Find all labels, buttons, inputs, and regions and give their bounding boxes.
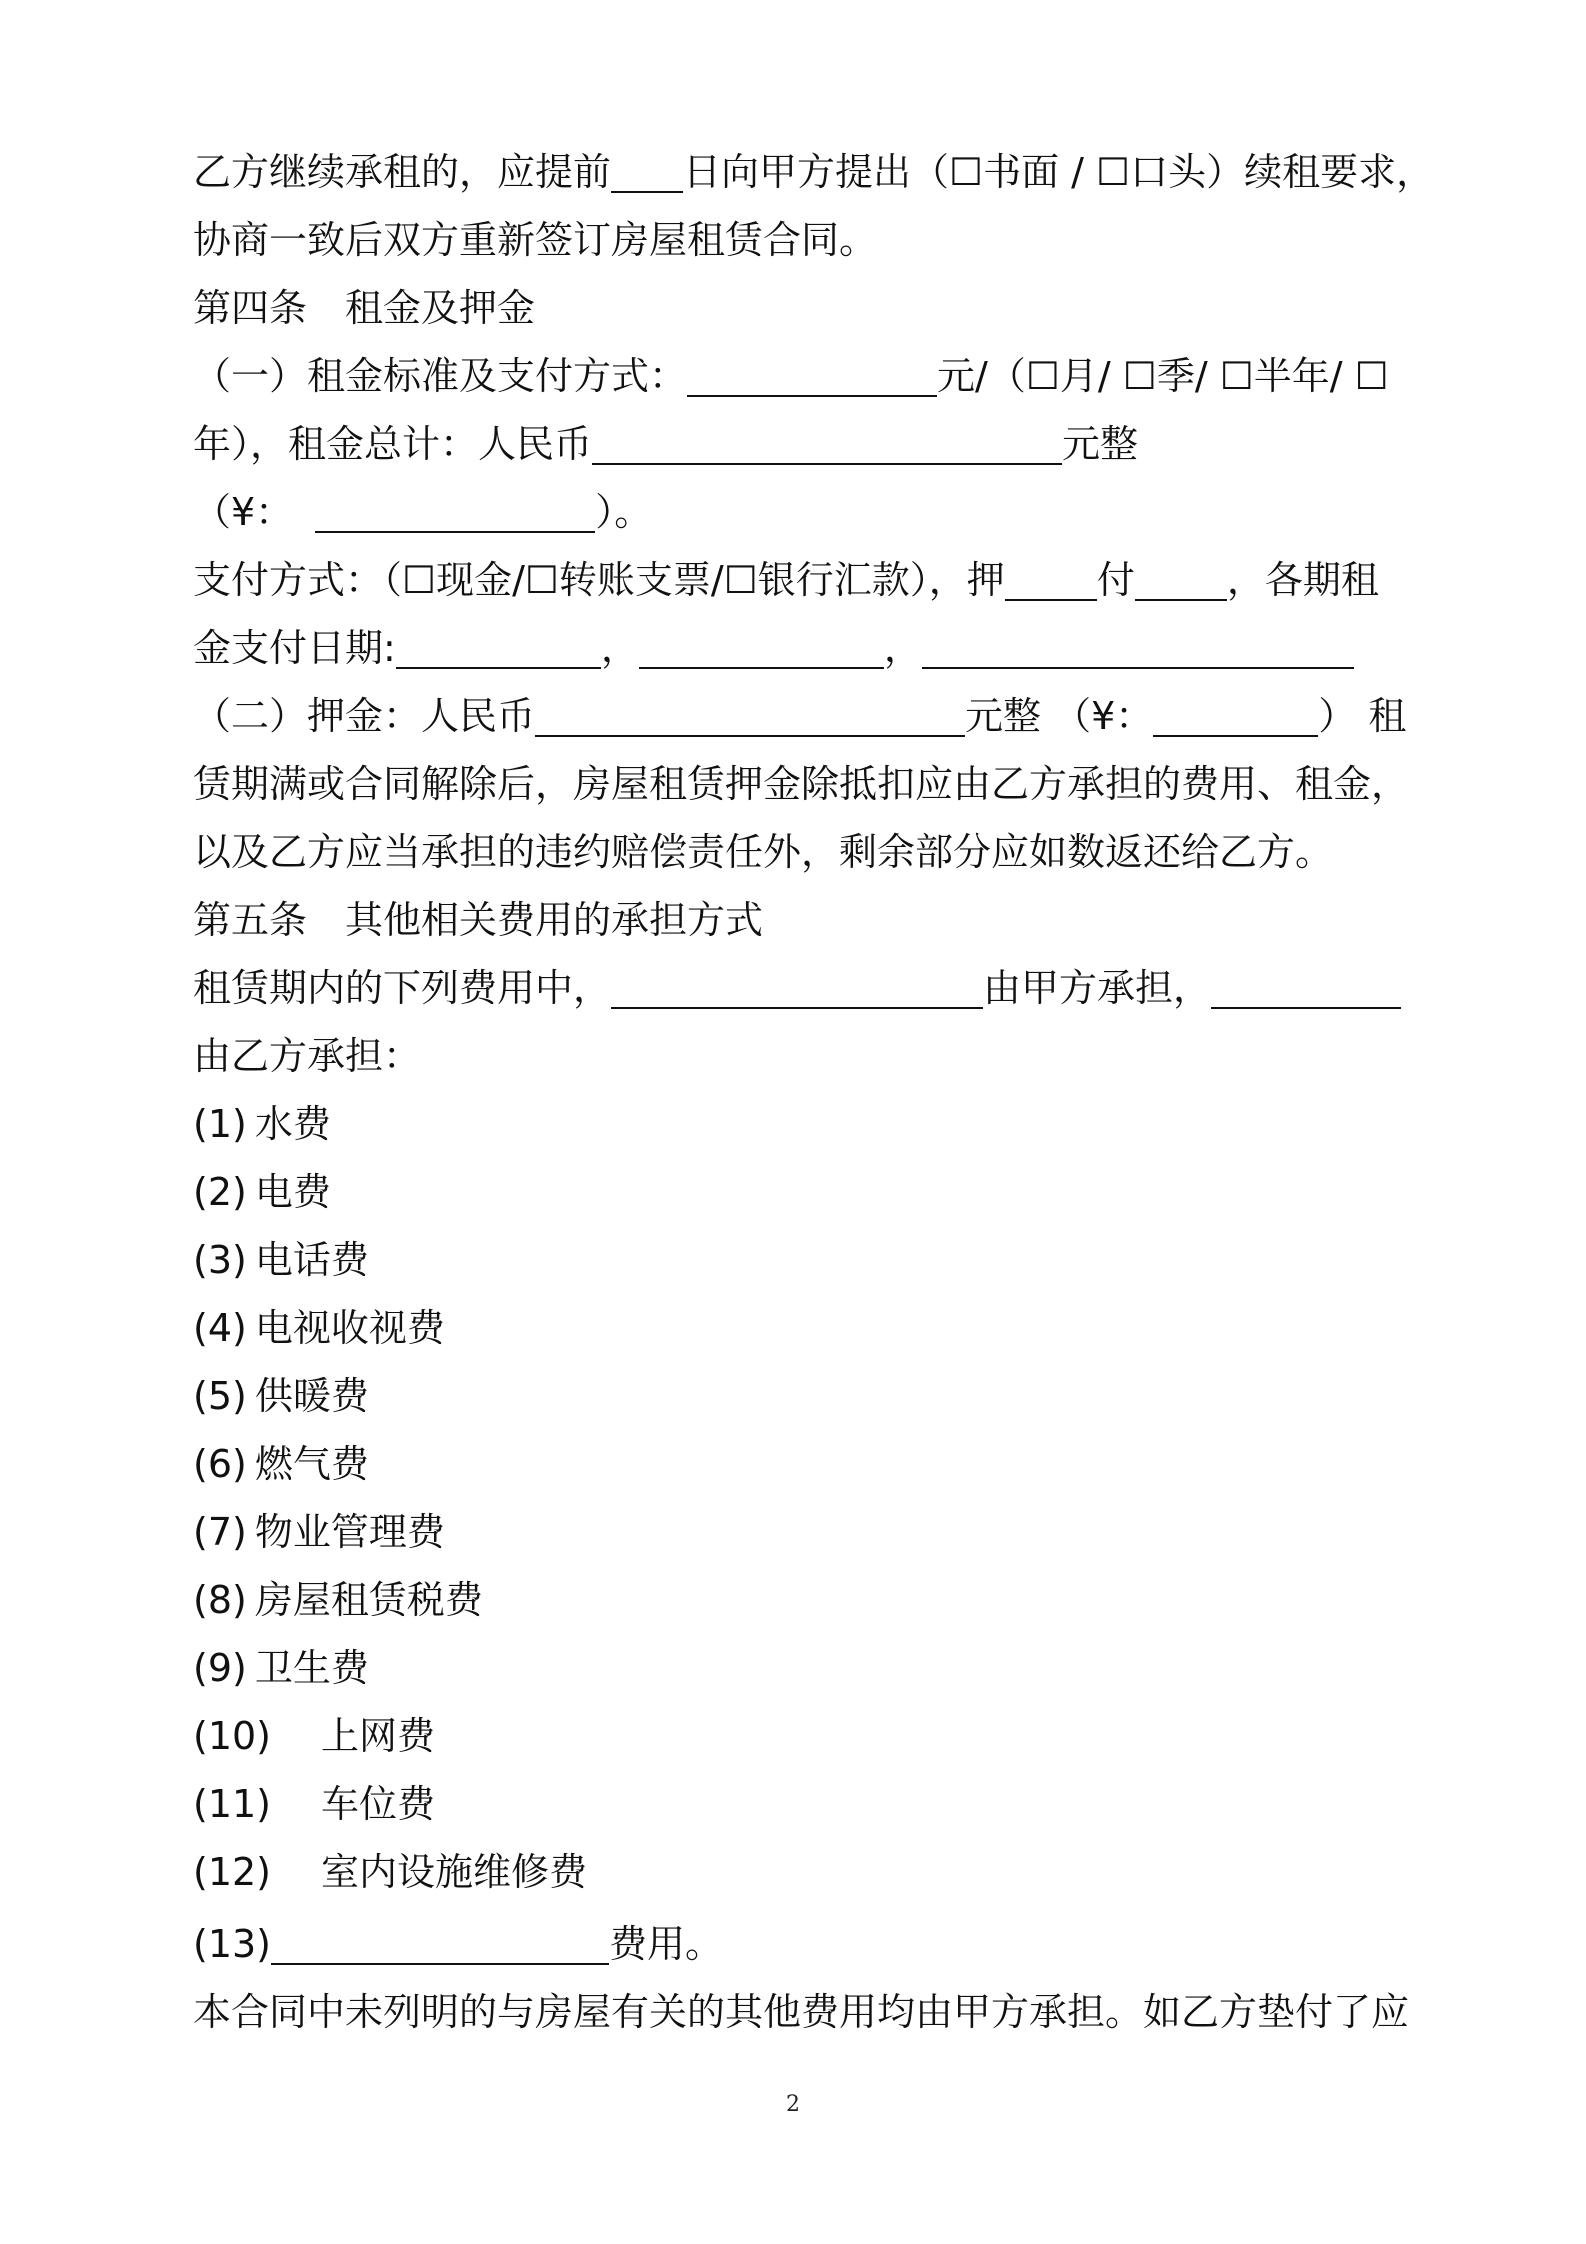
item-number: (10): [193, 1714, 272, 1758]
text: 支付方式：（☐现金/☐转账支票/☐银行汇款），押: [193, 558, 1005, 602]
rent-yen-blank[interactable]: [315, 495, 595, 533]
renewal-line-1: [193, 148, 1434, 196]
rent-amount-blank[interactable]: [687, 359, 937, 397]
deposit-line-2: [193, 760, 1409, 808]
text: 元整: [1062, 422, 1139, 466]
text: ） 租: [1318, 694, 1407, 738]
fee-item: [193, 1644, 369, 1692]
item-label: 物业管理费: [254, 1510, 445, 1554]
item-number: (4): [193, 1306, 247, 1350]
text: 以及乙方应当承担的违约赔偿责任外，剩余部分应如数返还给乙方。: [193, 830, 1334, 874]
article4-heading: [193, 284, 535, 332]
fee-item: [193, 1168, 331, 1216]
text: 租赁期内的下列费用中，: [193, 966, 612, 1010]
text: 金支付日期:: [193, 626, 396, 670]
deposit-months-blank[interactable]: [1005, 563, 1097, 601]
item-number: (5): [193, 1374, 247, 1418]
payment-date-blank-1[interactable]: [396, 631, 601, 669]
text: ）。: [595, 490, 653, 534]
text: （¥：: [193, 490, 294, 534]
item-label: 燃气费: [254, 1442, 369, 1486]
fee-item: [193, 1712, 435, 1760]
pay-months-blank[interactable]: [1135, 563, 1227, 601]
text: 由甲方承担，: [983, 966, 1212, 1010]
item-number: (7): [193, 1510, 247, 1554]
text: 费用。: [609, 1922, 724, 1966]
deposit-line: [193, 692, 1406, 740]
text: 乙方继续承租的，应提前: [193, 150, 612, 194]
page-number: 2: [786, 2092, 800, 2117]
payment-date-line: [193, 624, 1354, 672]
item-number: (6): [193, 1442, 247, 1486]
item-label: 电话费: [254, 1238, 369, 1282]
days-blank[interactable]: [611, 155, 683, 193]
heading-text: 第四条 租金及押金: [193, 286, 536, 330]
deposit-yen-blank[interactable]: [1153, 699, 1318, 737]
fee-item: [193, 1780, 435, 1828]
item-number: (2): [193, 1170, 247, 1214]
item-label: 室内设施维修费: [321, 1850, 588, 1894]
payment-date-blank-2[interactable]: [639, 631, 884, 669]
rent-yen-line: [193, 488, 652, 536]
text: ，: [600, 626, 639, 670]
item-number: (9): [193, 1646, 247, 1690]
text: （二）押金：人民币: [193, 694, 536, 738]
fee-item: [193, 1304, 445, 1352]
item-number: (12): [193, 1850, 272, 1894]
text: 赁期满或合同解除后，房屋租赁押金除抵扣应由乙方承担的费用、租金，: [193, 762, 1410, 806]
fee-item: [193, 1100, 331, 1148]
tenant-fees-blank[interactable]: [1211, 971, 1401, 1009]
text: 付: [1096, 558, 1135, 602]
text: 由乙方承担：: [193, 1034, 422, 1078]
fee-item: [193, 1236, 369, 1284]
text: 本合同中未列明的与房屋有关的其他费用均由甲方承担。如乙方垫付了应: [193, 1990, 1410, 2034]
text: 日向甲方提出（☐书面 / ☐口头）续租要求，: [683, 150, 1435, 194]
fee-item: [193, 1508, 445, 1556]
text: 年），租金总计：人民币: [193, 422, 593, 466]
fee-item: [193, 1440, 369, 1488]
heading-text: 第五条 其他相关费用的承担方式: [193, 898, 764, 942]
deposit-line-3: [193, 828, 1333, 876]
landlord-fees-blank[interactable]: [611, 971, 983, 1009]
deposit-amount-blank[interactable]: [535, 699, 965, 737]
article5-heading: [193, 896, 763, 944]
item-number: (3): [193, 1238, 247, 1282]
renewal-line-2: [193, 216, 877, 264]
fee-item: [193, 1848, 587, 1896]
text: ，各期租: [1226, 558, 1379, 602]
text: 元整 （¥：: [965, 694, 1154, 738]
fee-split-line-2: [193, 1032, 421, 1080]
text: 协商一致后双方重新签订房屋租赁合同。: [193, 218, 878, 262]
fee-item-13: [193, 1920, 723, 1968]
item-number: (11): [193, 1782, 272, 1826]
item-label: 水费: [254, 1102, 331, 1146]
item-label: 房屋租赁税费: [254, 1578, 483, 1622]
text: ，: [883, 626, 922, 670]
payment-date-blank-3[interactable]: [922, 631, 1354, 669]
payment-method-line: [193, 556, 1379, 604]
closing-line: [193, 1988, 1409, 2036]
text: 元/（☐月/ ☐季/ ☐半年/ ☐: [937, 354, 1389, 398]
item-label: 上网费: [321, 1714, 436, 1758]
fee-split-line: [193, 964, 1401, 1012]
item-number: (8): [193, 1578, 247, 1622]
other-fee-blank[interactable]: [271, 1927, 609, 1965]
rent-standard-line: [193, 352, 1389, 400]
item-label: 供暖费: [254, 1374, 369, 1418]
fee-item: [193, 1372, 369, 1420]
rent-total-line: [193, 420, 1138, 468]
fee-item: [193, 1576, 483, 1624]
text: （一）租金标准及支付方式：: [193, 354, 688, 398]
item-label: 电视收视费: [254, 1306, 445, 1350]
item-number: (1): [193, 1102, 247, 1146]
rent-total-blank[interactable]: [592, 427, 1062, 465]
item-number: (13): [193, 1922, 272, 1966]
item-label: 车位费: [321, 1782, 436, 1826]
item-label: 卫生费: [254, 1646, 369, 1690]
item-label: 电费: [254, 1170, 331, 1214]
